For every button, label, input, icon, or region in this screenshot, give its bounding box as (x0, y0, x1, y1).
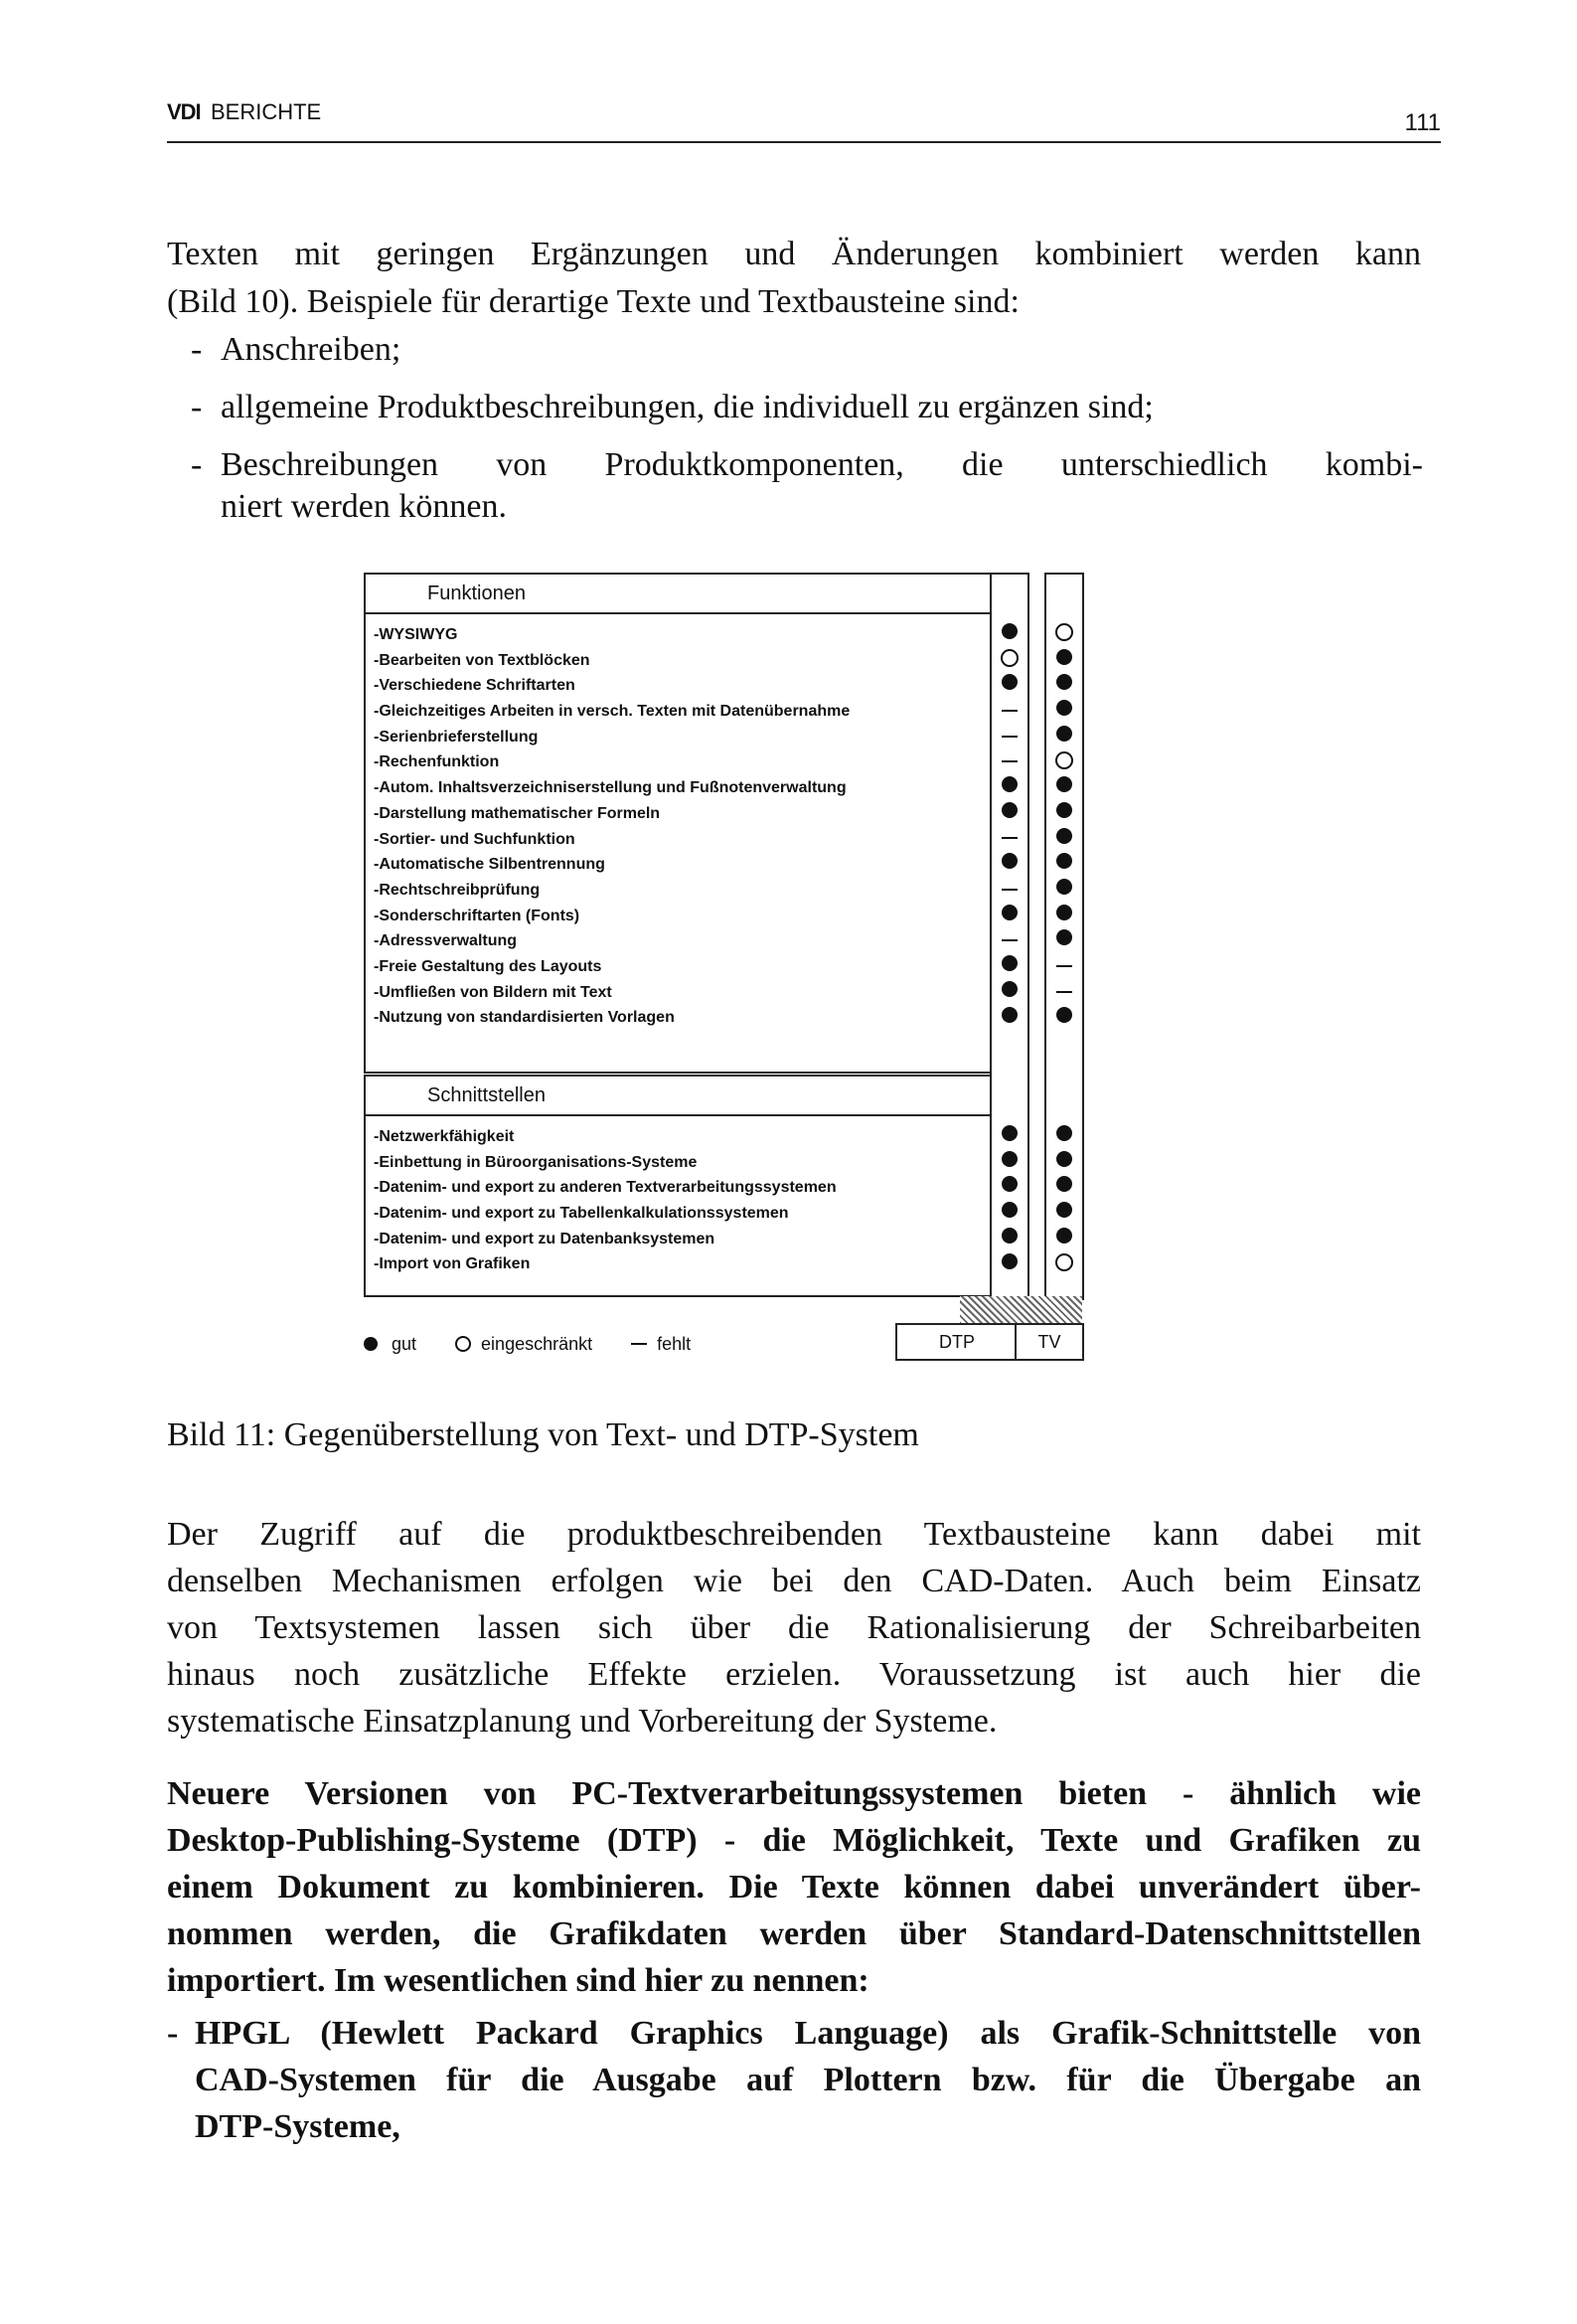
legend-good-icon (364, 1337, 378, 1351)
tv-rating-full-icon (1046, 828, 1082, 848)
dtp-column-label: DTP (895, 1323, 1019, 1361)
dtp-rating-full-icon (992, 1125, 1027, 1145)
figure-row-label: -Sortier- und Suchfunktion (374, 830, 575, 848)
publisher-logo: VDI (167, 99, 201, 124)
paragraph-2 (167, 1511, 1421, 1744)
dtp-rating-full-icon (992, 955, 1027, 975)
interface-bullet-line: DTP-Systeme, (195, 2108, 400, 2145)
tv-rating-full-icon (1046, 1151, 1082, 1171)
dtp-rating-none-icon (992, 726, 1027, 746)
tv-rating-full-icon (1046, 649, 1082, 669)
dtp-rating-none-icon (992, 929, 1027, 949)
dtp-rating-column (990, 573, 1029, 1300)
dtp-rating-full-icon (992, 853, 1027, 873)
tv-rating-full-icon (1046, 674, 1082, 694)
paragraph-2-line: hinaus noch zusätzliche Effekte erzielen. Voraussetzung ist auch hier die (167, 1656, 1421, 1693)
intro-bullet: - Anschreiben; (191, 326, 1423, 374)
figure-row-label: -Freie Gestaltung des Layouts (374, 957, 602, 975)
figure-row-label: -Verschiedene Schriftarten (374, 677, 575, 695)
interface-bullet-line: - HPGL (Hewlett Packard Graphics Language) als Grafik-Schnittstelle von (195, 2015, 1421, 2052)
figure-row-label: -Rechenfunktion (374, 753, 500, 771)
paragraph-2-line: von Textsystemen lassen sich über die Rationalisierung der Schreibarbeiten (167, 1609, 1421, 1646)
figure-row-label: -Einbettung in Büroorganisations-Systeme (374, 1153, 698, 1171)
interfaces-list (366, 1116, 990, 1277)
functions-list (366, 614, 990, 1031)
figure-row-label: -Datenim- und export zu Datenbanksystemen (374, 1230, 715, 1247)
figure-caption: Bild 11: Gegenüberstellung von Text- und DTP-System (167, 1416, 919, 1453)
paragraph-3-line: einem Dokument zu kombinieren. Die Texte können dabei unverändert über- (167, 1869, 1421, 1906)
dtp-rating-empty-icon (992, 649, 1027, 671)
figure-row-label: -Serienbrieferstellung (374, 728, 539, 746)
tv-rating-column (1044, 573, 1084, 1300)
paragraph-3-line: Neuere Versionen von PC-Textverarbeitungssystemen bieten - ähnlich wie (167, 1775, 1421, 1812)
dtp-rating-none-icon (992, 879, 1027, 899)
figure-row-label: -Autom. Inhaltsverzeichniserstellung und Fußnotenverwaltung (374, 779, 847, 797)
dtp-rating-full-icon (992, 674, 1027, 694)
legend-missing-label: fehlt (657, 1333, 692, 1354)
tv-rating-full-icon (1046, 1125, 1082, 1145)
dtp-rating-full-icon (992, 905, 1027, 924)
legend-limited-label: eingeschränkt (481, 1333, 593, 1354)
intro-bullet (191, 441, 1423, 531)
dtp-rating-none-icon (992, 751, 1027, 771)
tv-rating-full-icon (1046, 776, 1082, 796)
tv-rating-full-icon (1046, 929, 1082, 949)
paragraph-3 (167, 1770, 1421, 2004)
figure-row-label: -WYSIWYG (374, 626, 458, 643)
paragraph-2-line: Der Zugriff auf die produktbeschreibenden Textbausteine kann dabei mit (167, 1516, 1421, 1553)
figure-row-label: -Umfließen von Bildern mit Text (374, 983, 612, 1001)
dtp-rating-full-icon (992, 1151, 1027, 1171)
tv-rating-full-icon (1046, 1228, 1082, 1247)
tv-rating-full-icon (1046, 802, 1082, 822)
dtp-rating-full-icon (992, 776, 1027, 796)
interfaces-box (364, 1075, 992, 1297)
tv-rating-full-icon (1046, 879, 1082, 899)
tv-column-label: TV (1015, 1323, 1084, 1361)
dtp-rating-full-icon (992, 1176, 1027, 1196)
figure-row-label: -Gleichzeitiges Arbeiten in versch. Texten mit Datenübernahme (374, 703, 851, 721)
figure-row-label: -Darstellung mathematischer Formeln (374, 804, 661, 822)
tv-rating-full-icon (1046, 853, 1082, 873)
series-title: BERICHTE (211, 99, 322, 124)
intro-bullet-list (191, 326, 1423, 531)
paragraph-3-line: importiert. Im wesentlichen sind hier zu nennen: (167, 1962, 869, 1999)
tv-rating-full-icon (1046, 1176, 1082, 1196)
figure-row-label: -Rechtschreibprüfung (374, 881, 541, 899)
functions-box (364, 573, 992, 1074)
tv-rating-none-icon (1046, 955, 1082, 975)
tv-rating-full-icon (1046, 905, 1082, 924)
dtp-rating-full-icon (992, 802, 1027, 822)
tv-rating-full-icon (1046, 726, 1082, 746)
tv-rating-empty-icon (1046, 1253, 1082, 1275)
figure-row-label: -Datenim- und export zu anderen Textverarbeitungssystemen (374, 1179, 837, 1197)
intro-bullet-line: niert werden können. (221, 488, 507, 525)
tv-rating-empty-icon (1046, 751, 1082, 773)
intro-bullet: - allgemeine Produktbeschreibungen, die individuell zu ergänzen sind; (191, 384, 1423, 431)
paragraph-2-line: denselben Mechanismen erfolgen wie bei den CAD-Daten. Auch beim Einsatz (167, 1563, 1421, 1599)
figure-row-label: -Automatische Silbentrennung (374, 856, 605, 874)
dtp-rating-full-icon (992, 623, 1027, 643)
figure-row-label: -Datenim- und export zu Tabellenkalkulationssystemen (374, 1205, 789, 1223)
intro-paragraph (167, 231, 1421, 326)
tv-rating-full-icon (1046, 700, 1082, 720)
figure-row-label: -Adressverwaltung (374, 932, 518, 950)
figure-row-label: -Nutzung von standardisierten Vorlagen (374, 1009, 675, 1027)
figure-row-label: -Netzwerkfähigkeit (374, 1128, 515, 1145)
tv-rating-full-icon (1046, 1007, 1082, 1027)
comparison-figure (364, 573, 1084, 1378)
intro-line-1: Texten mit geringen Ergänzungen und Änderungen kombiniert werden kann (167, 236, 1421, 272)
interfaces-title: Schnittstellen (366, 1077, 990, 1116)
figure-row-label: -Import von Grafiken (374, 1255, 531, 1273)
figure-legend (364, 1333, 691, 1355)
dtp-rating-none-icon (992, 828, 1027, 848)
paragraph-2-line: systematische Einsatzplanung und Vorbereitung der Systeme. (167, 1703, 998, 1740)
dtp-rating-full-icon (992, 1007, 1027, 1027)
legend-missing-icon (631, 1343, 647, 1345)
intro-line-2: (Bild 10). Beispiele für derartige Texte und Textbausteine sind: (167, 283, 1020, 320)
interface-bullet-list (167, 2010, 1421, 2150)
legend-limited-icon (455, 1336, 471, 1352)
paragraph-3-line: nommen werden, die Grafikdaten werden über Standard-Datenschnittstellen (167, 1915, 1421, 1952)
interface-bullet-line: CAD-Systemen für die Ausgabe auf Plottern bzw. für die Übergabe an (195, 2062, 1421, 2098)
dtp-rating-full-icon (992, 1228, 1027, 1247)
figure-row-label: -Bearbeiten von Textblöcken (374, 651, 590, 669)
interface-bullet (167, 2010, 1421, 2150)
functions-title: Funktionen (366, 575, 990, 614)
column-base-hatching (960, 1296, 1082, 1324)
dtp-rating-none-icon (992, 700, 1027, 720)
dtp-rating-full-icon (992, 981, 1027, 1001)
tv-rating-empty-icon (1046, 623, 1082, 645)
legend-good-label: gut (392, 1333, 417, 1354)
dtp-rating-full-icon (992, 1253, 1027, 1273)
page-header (167, 97, 1441, 143)
tv-rating-none-icon (1046, 981, 1082, 1001)
dtp-rating-full-icon (992, 1202, 1027, 1222)
intro-bullet-line: - Beschreibungen von Produktkomponenten, die unterschiedlich kombi- (221, 446, 1423, 483)
paragraph-3-line: Desktop-Publishing-Systeme (DTP) - die Möglichkeit, Texte und Grafiken zu (167, 1822, 1421, 1859)
figure-row-label: -Sonderschriftarten (Fonts) (374, 907, 580, 924)
tv-rating-full-icon (1046, 1202, 1082, 1222)
page-number: 111 (1404, 109, 1441, 136)
